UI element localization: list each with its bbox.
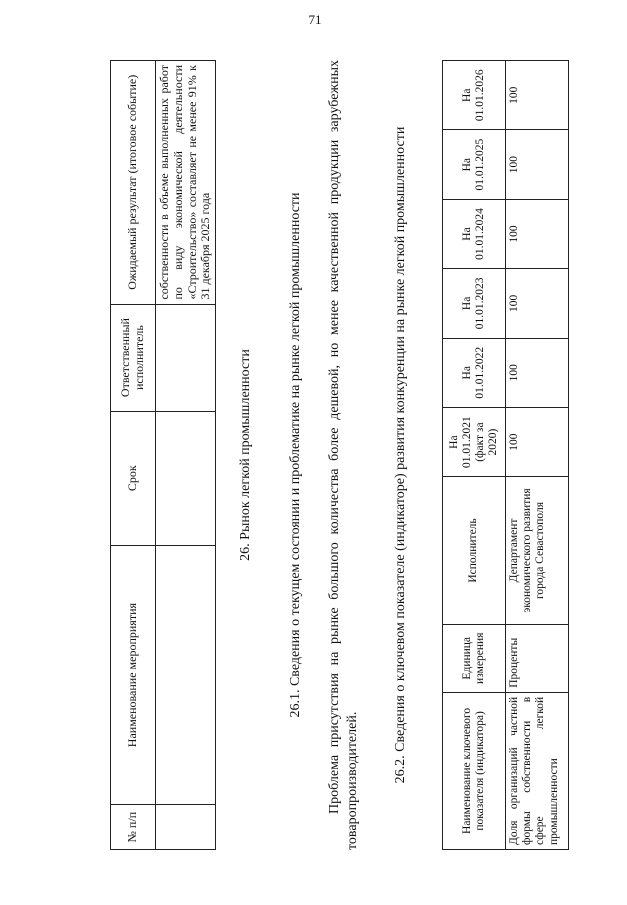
header-2024: На 01.01.2024 [443, 199, 506, 268]
header-2026: На 01.01.2026 [443, 61, 506, 130]
cell-2022: 100 [506, 338, 569, 407]
table-row [506, 61, 569, 850]
cell-num [156, 805, 216, 850]
cell-name [156, 545, 216, 805]
measures-table [110, 60, 216, 850]
header-result: Ожидаемый результат (итоговое событие) [111, 61, 156, 305]
indicator-table-header [443, 61, 506, 850]
cell-unit: Проценты [506, 624, 569, 692]
header-unit: Единица измерения [443, 624, 506, 692]
header-2025: На 01.01.2025 [443, 130, 506, 199]
cell-indicator: Доля организаций частной формы собственности в сфере легкой промышленности [506, 692, 569, 849]
rotated-indicator-table [442, 60, 612, 850]
table-row [156, 61, 216, 850]
header-num: № п/п [111, 805, 156, 850]
subsection1-text: Проблема присутствия на рынке большого количества более дешевой, но менее качественной продукции зарубежных товаропроизводителей. [327, 60, 361, 850]
cell-2026: 100 [506, 61, 569, 130]
header-exec: Ответственный исполнитель [111, 304, 156, 411]
indicator-table [442, 60, 569, 850]
header-indicator: Наименование ключевого показателя (индикатора) [443, 692, 506, 849]
subsection2-title: 26.2. Сведения о ключевом показателе (индикаторе) развития конкуренции на рынке легкой промышленности [393, 126, 408, 784]
header-2022: На 01.01.2022 [443, 338, 506, 407]
header-name: Наименование мероприятия [111, 545, 156, 805]
cell-2023: 100 [506, 269, 569, 338]
cell-exec [156, 304, 216, 411]
cell-term [156, 411, 216, 545]
header-2021: На 01.01.2021 (факт за 2020) [443, 407, 506, 476]
page-number: 71 [308, 12, 322, 27]
cell-2021: 100 [506, 407, 569, 476]
header-2023: На 01.01.2023 [443, 269, 506, 338]
section-title: 26. Рынок легкой промышленности [238, 349, 253, 561]
cell-2024: 100 [506, 199, 569, 268]
measures-table-header [111, 61, 156, 850]
cell-executor: Департамент экономического развития города Севастополя [506, 477, 569, 624]
subsection1-title: 26.1. Сведения о текущем состоянии и проблематике на рынке легкой промышленности [288, 192, 303, 718]
rotated-content [110, 60, 435, 850]
cell-2025: 100 [506, 130, 569, 199]
header-executor: Исполнитель [443, 477, 506, 624]
header-term: Срок [111, 411, 156, 545]
cell-result: собственности в объеме выполненных работ по виду экономической деятельности «Строительство» составляет не менее 91% к 31 декабря 2025 года [156, 61, 216, 305]
